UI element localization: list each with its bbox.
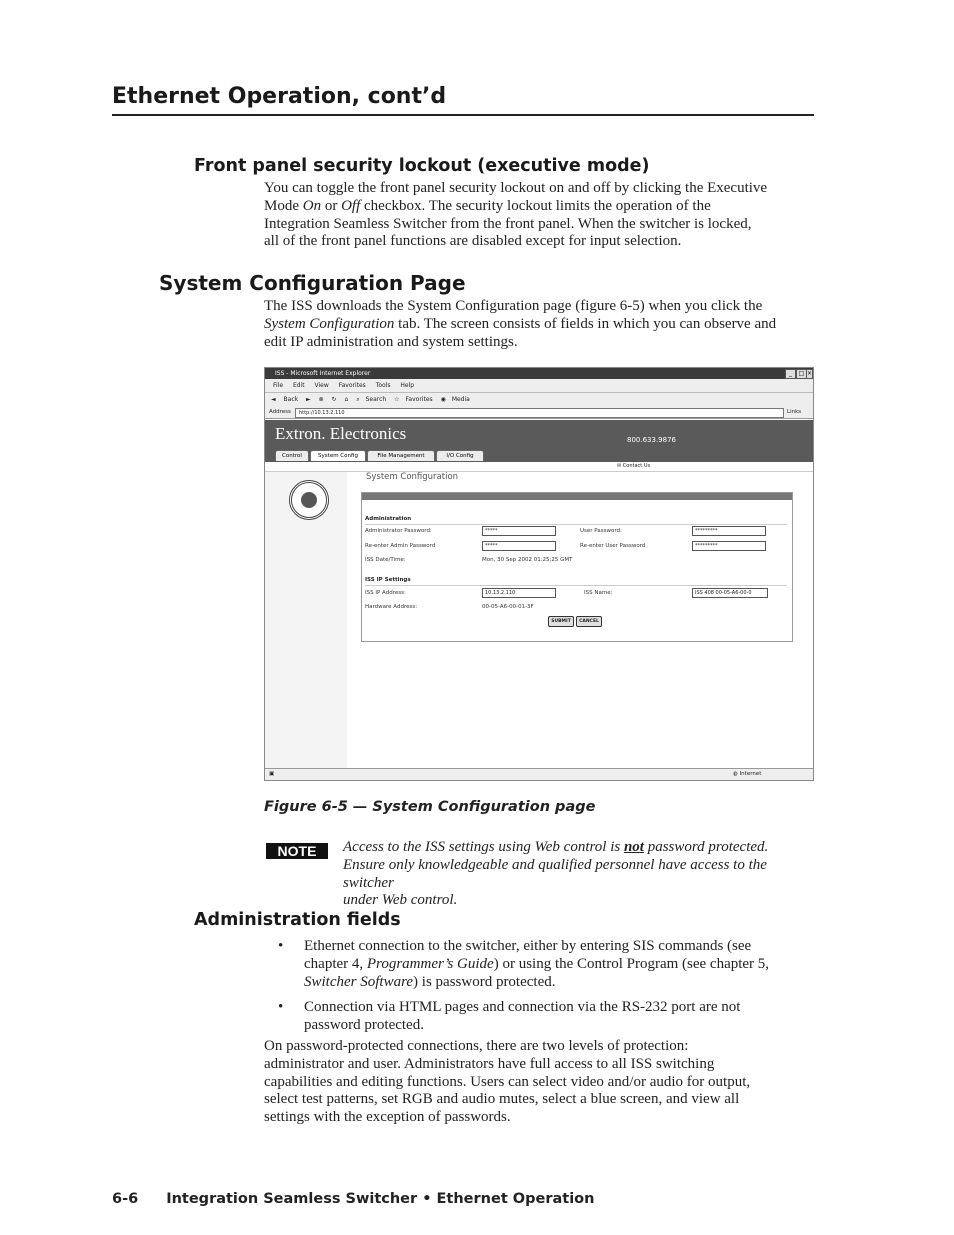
contact-row (265, 462, 813, 472)
settings-panel (361, 492, 793, 642)
date-value: Mon, 30 Sep 2002 01:25:25 GMT (482, 557, 573, 563)
submit-button[interactable]: SUBMIT (548, 616, 574, 627)
forward-icon[interactable]: ► (306, 396, 311, 403)
browser-toolbar (265, 393, 813, 407)
browser-menu-bar (265, 379, 813, 393)
menu-edit[interactable]: Edit (292, 382, 305, 389)
home-icon[interactable]: ⌂ (344, 396, 349, 403)
back-button[interactable]: ◄ Back (271, 396, 299, 403)
address-input[interactable]: http://10.13.2.110 (295, 408, 784, 418)
refresh-icon[interactable]: ↻ (331, 396, 337, 403)
bullet-item-1: Ethernet connection to the switcher, either by entering SIS commands (see chapter 4, Programmer’s Guide) or using the Control Program (see chapter 5, Switcher Software) is password protected. (304, 938, 770, 990)
address-label: Address (269, 409, 291, 415)
note-badge: NOTE (266, 843, 328, 859)
tab-io-config[interactable]: I/O Config (436, 450, 484, 461)
hardware-address-value: 00-05-A6-00-01-3F (482, 604, 534, 610)
site-banner (265, 420, 813, 462)
system-config-paragraph: The ISS downloads the System Configuration page (figure 6-5) when you click the System Configuration tab. The screen consists of fields in which you can observe and edit IP administration and system settings. (264, 298, 777, 350)
user-password-input[interactable]: ********* (692, 526, 766, 536)
favorites-button[interactable]: ☆ Favorites (394, 396, 433, 403)
figure-screenshot (264, 367, 814, 781)
date-label: ISS Date/Time: (365, 557, 406, 563)
page-icon: ▣ (269, 771, 275, 777)
links-label[interactable]: Links (787, 409, 802, 415)
ip-address-input[interactable]: 10.13.2.110 (482, 588, 556, 598)
footer-text: Integration Seamless Switcher • Ethernet Operation (166, 1191, 595, 1207)
panel-header-bar (362, 493, 792, 500)
phone-number: 800.633.9876 (627, 436, 676, 444)
user-password-label: User Password: (580, 528, 622, 534)
admin-password-input[interactable]: ***** (482, 526, 556, 536)
menu-tools[interactable]: Tools (375, 382, 391, 389)
section-rule (365, 585, 787, 586)
iss-name-label: ISS Name: (584, 590, 613, 596)
cancel-button[interactable]: CANCEL (576, 616, 602, 627)
bullet-marker: • (278, 999, 284, 1015)
maximize-icon[interactable]: □ (796, 369, 807, 379)
stop-icon[interactable]: ⊗ (318, 396, 324, 403)
administration-fields-heading: Administration fields (194, 910, 401, 930)
tab-system-config[interactable]: System Config (310, 450, 366, 461)
bullet-marker: • (278, 938, 284, 954)
figure-caption: Figure 6-5 — System Configuration page (264, 799, 596, 815)
reenter-admin-label: Re-enter Admin Password (365, 543, 436, 549)
media-button[interactable]: ◉ Media (440, 396, 470, 403)
tab-control[interactable]: Control (275, 450, 309, 461)
note-text: Access to the ISS settings using Web control is not password protected. Ensure only knowledgeable and qualified personnel have access to the switcher under Web control. (343, 839, 769, 909)
browser-title-bar: ISS - Microsoft Internet Explorer _ □ × (265, 368, 813, 379)
browser-status-bar (265, 768, 813, 780)
menu-view[interactable]: View (314, 382, 329, 389)
internet-zone: ◍ Internet (733, 771, 762, 777)
certification-seal-icon (289, 480, 329, 520)
hardware-address-label: Hardware Address: (365, 604, 418, 610)
address-bar (265, 406, 813, 419)
ip-settings-section-title: ISS IP Settings (365, 577, 411, 583)
admin-password-label: Administrator Password: (365, 528, 432, 534)
front-panel-paragraph: You can toggle the front panel security lockout on and off by clicking the Executive Mode On or Off checkbox. The security lockout limits the operation of the Integration Seamless Switcher from the front panel. When the switcher is locked, all of the front panel functions are disabled except for input selection. (264, 180, 768, 250)
section-rule (365, 524, 787, 525)
minimize-icon[interactable]: _ (785, 369, 796, 379)
menu-file[interactable]: File (273, 382, 284, 389)
reenter-user-label: Re-enter User Password (580, 543, 646, 549)
tab-file-management[interactable]: File Management (367, 450, 435, 461)
page-footer (112, 1191, 594, 1207)
page-number: 6-6 (112, 1191, 139, 1207)
page-header-title: Ethernet Operation, cont’d (112, 84, 447, 109)
reenter-user-input[interactable]: ********* (692, 541, 766, 551)
reenter-admin-input[interactable]: ***** (482, 541, 556, 551)
protection-levels-paragraph: On password-protected connections, there are two levels of protection: administrator and user. Administrators have full access to all ISS switching capabilities and editing functions. Users can select video and/or audio for output, select test patterns, set RGB and audio mutes, select a blue screen, and view all settings with the exception of passwords. (264, 1038, 751, 1126)
close-icon[interactable]: × (807, 370, 813, 377)
front-panel-heading: Front panel security lockout (executive mode) (194, 156, 650, 176)
left-panel (265, 472, 347, 768)
search-button[interactable]: ⌕ Search (356, 396, 387, 403)
header-rule (112, 114, 814, 116)
brand-logo: Extron. Electronics (275, 424, 407, 443)
menu-favorites[interactable]: Favorites (338, 382, 366, 389)
contact-link[interactable]: ✉ Contact Us (617, 463, 651, 469)
system-config-heading: System Configuration Page (159, 271, 466, 295)
menu-help[interactable]: Help (400, 382, 415, 389)
iss-name-input[interactable]: ISS 408 00-05-A6-00-0 (692, 588, 768, 598)
bullet-item-2: Connection via HTML pages and connection via the RS-232 port are not password protected. (304, 999, 741, 1033)
screen-page-title: System Configuration (366, 472, 459, 482)
administration-section-title: Administration (365, 516, 412, 522)
ip-address-label: ISS IP Address: (365, 590, 406, 596)
